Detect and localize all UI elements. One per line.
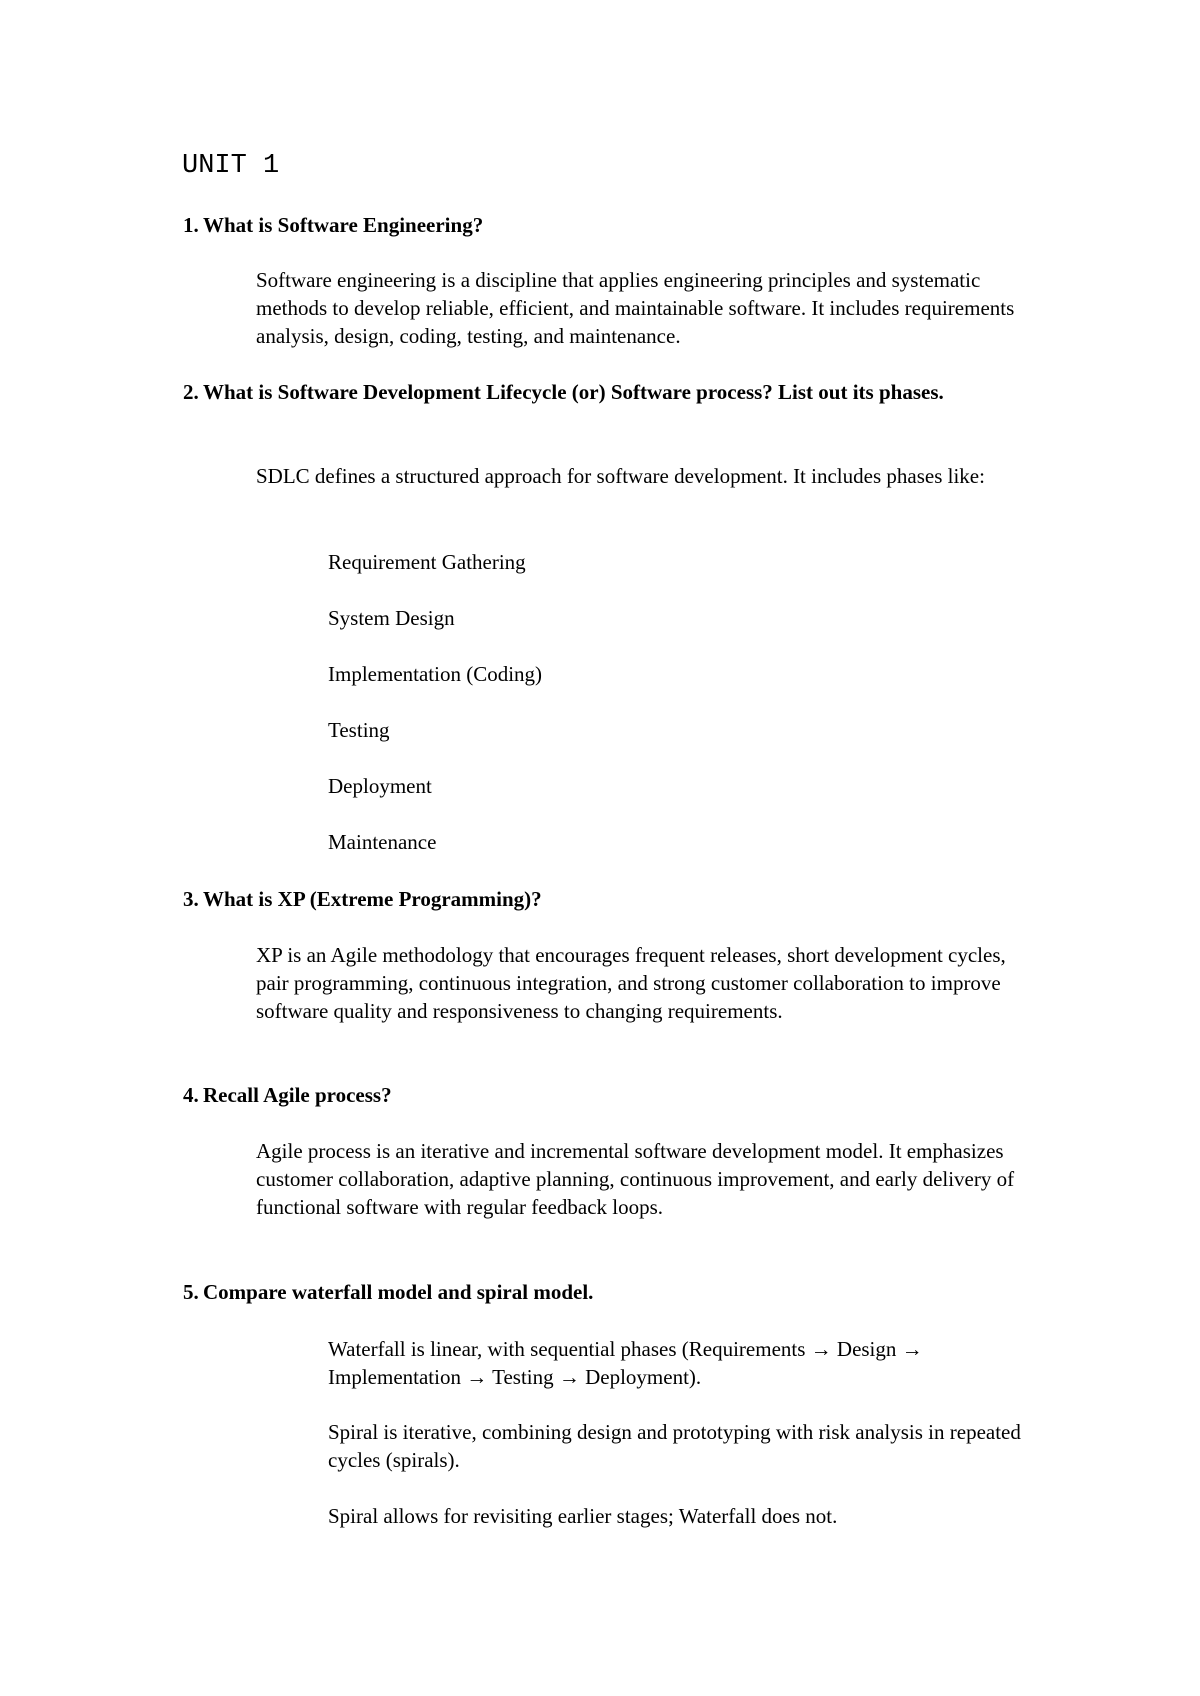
comparison-point: Spiral allows for revisiting earlier stages; Waterfall does not. — [328, 1504, 838, 1528]
comparison-point: Waterfall is linear, with sequential phases (Requirements → Design → Implementation → Testing → Deployment). — [328, 1337, 923, 1389]
question-5-text: Compare waterfall model and spiral model. — [203, 1280, 594, 1304]
question-2 — [183, 378, 1043, 406]
answer-1: Software engineering is a discipline that applies engineering principles and systematic methods to develop reliable, efficient, and maintainable software. It includes requirements analysis, design, coding, testing, and maintenance. — [256, 268, 1015, 348]
phase-item: Requirement Gathering — [328, 550, 526, 574]
question-2-number: 2. — [183, 380, 199, 404]
question-4-number: 4. — [183, 1083, 199, 1107]
question-2-text: What is Software Development Lifecycle (or) Software process? List out its phases. — [203, 380, 944, 404]
answer-4: Agile process is an iterative and incremental software development model. It emphasizes customer collaboration, adaptive planning, continuous improvement, and early delivery of functional software with regular feedback loops. — [256, 1139, 1015, 1219]
question-3 — [183, 885, 1043, 913]
question-3-text: What is XP (Extreme Programming)? — [203, 887, 542, 911]
comparison-point: Spiral is iterative, combining design and prototyping with risk analysis in repeated cycles (spirals). — [328, 1420, 1021, 1472]
unit-title: UNIT 1 — [182, 151, 280, 181]
question-5 — [183, 1278, 1043, 1306]
answer-2: SDLC defines a structured approach for software development. It includes phases like: — [256, 464, 985, 488]
question-5-number: 5. — [183, 1280, 199, 1304]
answer-3: XP is an Agile methodology that encourages frequent releases, short development cycles, pair programming, continuous integration, and strong customer collaboration to improve software quality and responsiveness to changing requirements. — [256, 943, 1006, 1023]
question-1 — [183, 211, 1043, 239]
phase-item: Implementation (Coding) — [328, 662, 543, 686]
phase-item: Maintenance — [328, 830, 437, 854]
phase-item: System Design — [328, 606, 455, 630]
question-3-number: 3. — [183, 887, 199, 911]
question-4 — [183, 1081, 1043, 1109]
phase-item: Testing — [328, 718, 390, 742]
phase-item: Deployment — [328, 774, 432, 798]
question-1-number: 1. — [183, 213, 199, 237]
question-4-text: Recall Agile process? — [203, 1083, 392, 1107]
question-1-text: What is Software Engineering? — [203, 213, 484, 237]
